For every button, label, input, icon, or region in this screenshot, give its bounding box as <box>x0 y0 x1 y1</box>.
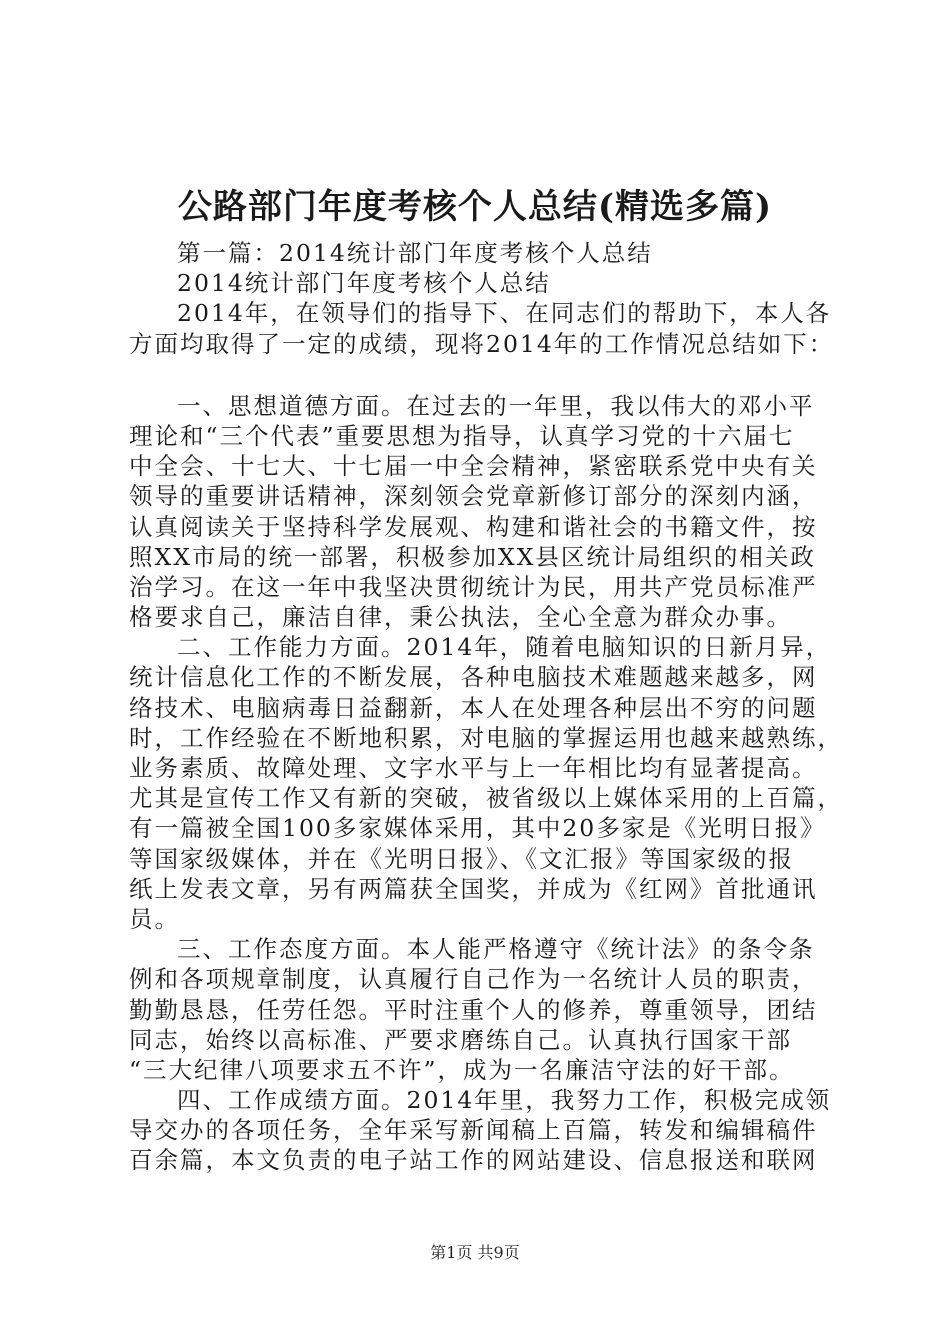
text-line: 理论和“三个代表”重要思想为指导，认真学习党的十六届七 <box>129 421 795 450</box>
text-line: 四、工作成绩方面。2014年里，我努力工作，积极完成领 <box>177 1086 832 1115</box>
text-line: 认真阅读关于坚持科学发展观、构建和谐社会的书籍文件，按 <box>129 512 818 541</box>
text-line: 同志，始终以高标准、严要求磨练自己。认真执行国家干部 <box>129 1025 792 1054</box>
text-line: 例和各项规章制度，认真履行自己作为一名统计人员的职责， <box>129 965 818 994</box>
text-line: 领导的重要讲话精神，深刻领会党章新修订部分的深刻内涵， <box>129 482 818 511</box>
blank-line <box>129 359 829 391</box>
text-line: 中全会、十七大、十七届一中全会精神，紧密联系党中央有关 <box>129 452 818 481</box>
text-line: 方面均取得了一定的成绩，现将2014年的工作情况总结如下： <box>129 329 835 358</box>
text-line: 2014年，在领导们的指导下、在同志们的帮助下，本人各 <box>177 299 832 328</box>
text-line: 业务素质、故障处理、文字水平与上一年相比均有显著提高。 <box>129 754 818 782</box>
text-line: 有一篇被全国100多家媒体采用，其中20多家是《光明日报》 <box>129 814 826 843</box>
document-title: 公路部门年度考核个人总结(精选多篇) <box>177 187 773 227</box>
text-line: 一、思想道德方面。在过去的一年里，我以伟大的邓小平 <box>177 391 815 420</box>
text-line: 百余篇，本文负责的电子站工作的网站建设、信息报送和联网 <box>129 1146 818 1175</box>
text-line: 二、工作能力方面。2014年，随着电脑知识的日新月异， <box>177 633 832 662</box>
text-line: 格要求自己，廉洁自律，秉公执法，全心全意为群众办事。 <box>129 603 792 632</box>
text-line: 时，工作经验在不断地积累，对电脑的掌握运用也越来越熟练， <box>129 723 843 752</box>
text-line: 三、工作态度方面。本人能严格遵守《统计法》的条令条 <box>177 935 815 964</box>
document-body <box>129 238 843 1176</box>
text-line: 勤勤恳恳，任劳任怨。平时注重个人的修养，尊重领导，团结 <box>129 995 818 1024</box>
text-line: 统计信息化工作的不断发展，各种电脑技术难题越来越多，网 <box>129 663 818 692</box>
text-line: 纸上发表文章，另有两篇获全国奖，并成为《红网》首批通讯 <box>129 874 818 903</box>
page-number: 第1页 共9页 <box>430 1243 520 1262</box>
text-line: 员。 <box>129 904 180 933</box>
text-line: 治学习。在这一年中我坚决贯彻统计为民，用共产党员标准严 <box>129 572 818 601</box>
text-line: 第一篇：2014统计部门年度考核个人总结 <box>177 239 653 267</box>
text-line: 络技术、电脑病毒日益翻新，本人在处理各种层出不穷的问题 <box>129 693 818 722</box>
text-line: 照XX市局的统一部署，积极参加XX县区统计局组织的相关政 <box>129 542 816 571</box>
text-line: 2014统计部门年度考核个人总结 <box>177 269 551 298</box>
text-line: 等国家级媒体，并在《光明日报》、《文汇报》等国家级的报 <box>129 844 794 873</box>
text-line: 尤其是宣传工作又有新的突破，被省级以上媒体采用的上百篇， <box>129 784 843 813</box>
text-line: “三大纪律八项要求五不许”，成为一名廉洁守法的好干部。 <box>129 1055 795 1084</box>
text-line: 导交办的各项任务，全年采写新闻稿上百篇，转发和编辑稿件 <box>129 1116 818 1145</box>
